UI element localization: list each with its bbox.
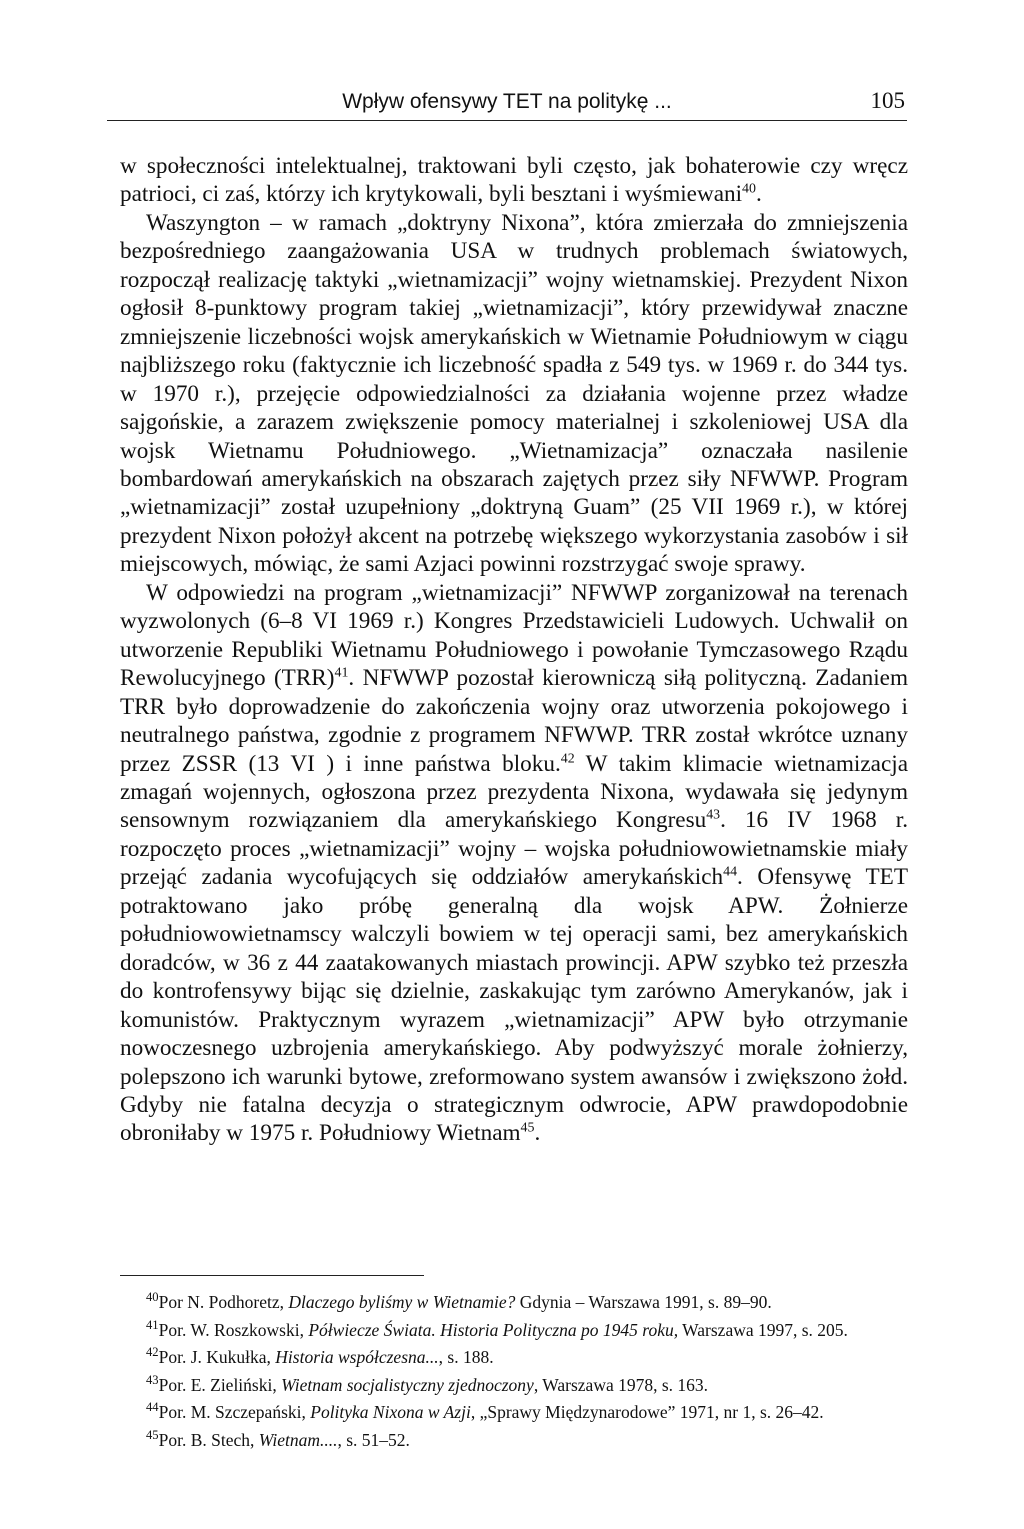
text-run: Por N. Podhoretz,: [158, 1292, 289, 1312]
text-run: W takim klimacie wietnamizacja zmagań wojennych, ogłoszona przez prezydenta Nixona, wydawała się jedynym sensownym rozwiązaniem dla amerykańskiego Kongresu: [120, 750, 908, 834]
text-run: , s. 188.: [438, 1347, 494, 1367]
footnote: [146, 1427, 916, 1455]
text-run: , s. 51–52.: [337, 1429, 410, 1450]
footnote-number: 45: [146, 1427, 159, 1442]
page-number: 105: [870, 88, 905, 113]
text-run: , Warszawa 1978, s. 163.: [533, 1374, 709, 1395]
footnote: [146, 1372, 916, 1400]
footnote-ref: 42: [560, 750, 575, 766]
paragraph: [120, 579, 908, 1148]
footnote-number: 40: [146, 1290, 159, 1305]
text-run: Gdynia – Warszawa 1991, s. 89–90.: [515, 1292, 772, 1312]
text-run: W odpowiedzi na program „wietnamizacji” NFWWP zorganizował na terenach wyzwolonych (6–8 VI 1969 r.) Kongres Przedstawicieli Ludowych. Uchwalił on utworzenie Republiki Wietnamu Południowego i powołanie Tymczasowego Rządu Rewolucyjnego (TRR): [120, 579, 908, 692]
footnote-number: 42: [146, 1345, 159, 1360]
footnote-number: 43: [146, 1372, 159, 1387]
text-run: . NFWWP pozostał kierowniczą siłą polityczną. Zadaniem TRR było doprowadzenie do zakończenia wojny oraz utworzenia pokojowego i neutralnego państwa, zgodnie z programem NFWWP. TRR został wkrótce uznany przez ZSSR (13 VI ) i inne państwa bloku.: [120, 665, 908, 777]
text-run: Por. E. Zieliński,: [158, 1374, 282, 1395]
text-run: . 16 IV 1968 r. rozpoczęto proces „wietnamizacji” wojny – wojska południowowietnamskie miały przejąć zadania wycofujących się oddziałów amerykańskich: [120, 807, 908, 891]
main-text: [120, 152, 908, 1148]
paragraph: [120, 209, 908, 579]
text-run: Warszawa 1997, s. 205.: [678, 1319, 848, 1340]
italic-title: Dlaczego byliśmy w Wietnamie?: [288, 1292, 516, 1312]
footnote: [146, 1289, 916, 1317]
text-run: Waszyngton – w ramach „doktryny Nixona”, która zmierzała do zmniejszenia bezpośredniego zaangażowania USA w trudnych problemach światowych, rozpoczął realizację taktyki „wietnamizacji” wojny wietnamskiej. Prezydent Nixon ogłosił 8-punktowy program takiej „wietnamizacji”, który przewidywał znaczne zmniejszenie liczebności wojsk amerykańskich w Wietnamie Południowym w ciągu najbliższego roku (faktycznie ich liczebność spadła z 549 tys. w 1969 r. do 344 tys. w 1970 r.), przejęcie odpowiedzialności za działania wojenne przez władze sajgońskie, a zarazem zwiększenie pomocy materialnej i szkoleniowej USA dla wojsk Wietnamu Południowego. „Wietnamizacja” oznaczała nasilenie bombardowań amerykańskich na obszarach zajętych przez siły NFWWP. Program „wietnamizacji” został uzupełniony „doktryną Guam” (25 VII 1969 r.), w której prezydent Nixon położył akcent na potrzebę większego wykorzystania zasobów i sił miejscowych, mówiąc, że sami Azjaci powinni rozstrzygać swoje sprawy.: [120, 209, 908, 578]
footnote: [146, 1317, 916, 1345]
italic-title: Wietnam socjalistyczny zjednoczony: [281, 1374, 534, 1395]
running-title: Wpływ ofensywy TET na politykę ...: [342, 90, 672, 113]
paragraph: [120, 152, 908, 209]
italic-title: Wietnam....: [258, 1429, 338, 1450]
footnote-ref: 41: [334, 665, 349, 681]
text-run: w społeczności intelektualnej, traktowani byli często, jak bohaterowie czy wręcz patrioci, ci zaś, którzy ich krytykowali, byli besztani i wyśmiewani: [120, 153, 908, 208]
footnote-ref: 44: [723, 864, 738, 880]
footnote: [146, 1344, 916, 1372]
footnote-number: 41: [146, 1317, 159, 1332]
text-run: , „Sprawy Międzynarodowe” 1971, nr 1, s. 26–42.: [470, 1402, 824, 1422]
text-run: .: [534, 1120, 541, 1147]
italic-title: Półwiecze Świata. Historia Polityczna po 1945 roku,: [308, 1319, 679, 1340]
footnote-ref: 40: [742, 181, 756, 197]
footnote-number: 44: [146, 1400, 159, 1415]
text-run: Por. W. Roszkowski,: [158, 1319, 309, 1340]
italic-title: Historia współczesna...: [275, 1347, 439, 1367]
text-run: Por. M. Szczepański,: [158, 1402, 311, 1422]
footnote-separator: [120, 1275, 424, 1276]
footnote: [146, 1399, 916, 1427]
text-run: . Ofensywę TET potraktowano jako próbę generalną dla wojsk APW. Żołnierze południowowietnamscy walczyli bowiem w tej operacji sami, bez amerykańskich doradców, w 36 z 44 zaatakowanych miastach prowincji. APW szybko też przeszła do kontrofensywy bijąc się dzielnie, zaskakując tym zarówno Amerykanów, jak i komunistów. Praktycznym wyrazem „wietnamizacji” APW było otrzymanie nowoczesnego uzbrojenia amerykańskiego. Aby podwyższyć morale żołnierzy, polepszono ich warunki bytowe, zreformowano system awansów i zwiększono żołd. Gdyby nie fatalna decyzja o strategicznym odwrocie, APW prawdopodobnie obroniłaby w 1975 r. Południowy Wietnam: [120, 864, 908, 1147]
text-run: .: [755, 181, 762, 208]
footnote-ref: 43: [706, 807, 721, 823]
text-run: Por. B. Stech,: [158, 1429, 259, 1450]
running-header: [107, 88, 907, 121]
text-run: Por. J. Kukułka,: [158, 1347, 276, 1367]
footnotes: [146, 1289, 916, 1454]
italic-title: Polityka Nixona w Azji: [310, 1402, 471, 1422]
footnote-ref: 45: [520, 1120, 535, 1136]
